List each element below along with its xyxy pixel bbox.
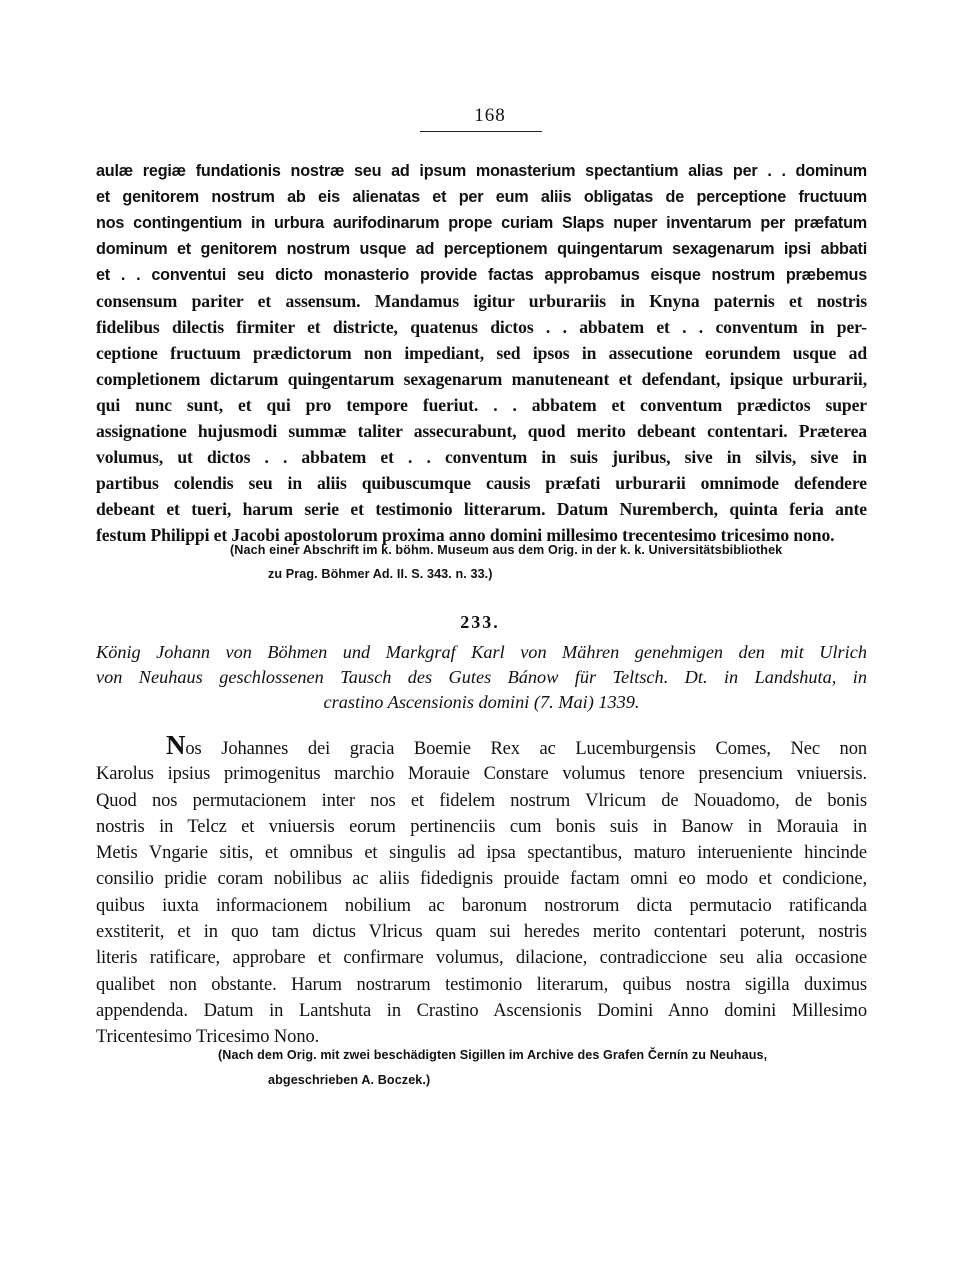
text-line: Karolus ipsius primogenitus marchio Morauie Constare volumus tenore presencium vniuersis. [96,764,867,785]
charter-text-paragraph [96,158,867,548]
source-note-line: abgeschrieben A. Boczek.) [268,1073,431,1087]
text-line-first [96,730,867,761]
drop-cap: N [166,730,186,760]
text-line: nos contingentium in urbura aurifodinarum prope curiam Slaps nuper inventarum per præfatum [96,214,867,232]
text-line: literis ratificare, approbare et confirmare volumus, dilacione, contradiccione seu alia occasione [96,948,867,969]
regest-heading [96,640,867,715]
source-note-line: zu Prag. Böhmer Ad. II. S. 343. n. 33.) [268,567,493,581]
text-line: aulæ regiæ fundationis nostræ seu ad ipsum monasterium spectantium alias per . . dominum [96,162,867,180]
text-line: quibus iuxta informacionem nobilium ac baronum nostrorum dicta permutacio ratificanda [96,895,867,916]
text-line: festum Philippi et Jacobi apostolorum proxima anno domini millesimo trecentesimo tricesimo nono. [96,525,835,545]
text-line: consilio pridie coram nobilibus ac aliis fidedignis prouide factam omni eo modo et condicione, [96,869,867,890]
text-line: et . . conventui seu dicto monasterio provide factas approbamus eisque nostrum præbemus [96,266,867,284]
heading-line: von Neuhaus geschlossenen Tausch des Gutes Bánow für Teltsch. Dt. in Landshuta, in [96,667,867,687]
text-line: consensum pariter et assensum. Mandamus igitur urburariis in Knyna paternis et nostris [96,291,867,311]
text-line: debeant et tueri, harum serie et testimonio litterarum. Datum Nuremberch, quinta feria ante [96,499,867,519]
source-note [230,538,870,586]
heading-line: crastino Ascensionis domini (7. Mai) 1339. [323,692,640,712]
page-number-rule [420,131,542,132]
text-line: qui nunc sunt, et qui pro tempore fueriut. . . abbatem et conventum prædictos super [96,395,867,415]
text-line: fidelibus dilectis firmiter et districte, quatenus dictos . . abbatem et . . conventum in per- [96,317,867,337]
text-line: volumus, ut dictos . . abbatem et . . conventum in suis juribus, sive in silvis, sive in [96,447,867,467]
text-line: Metis Vngarie sitis, et omnibus et singulis ad ipsa spectantibus, maturo interueniente hincinde [96,843,867,864]
text-line: et genitorem nostrum ab eis alienatas et per eum aliis obligatas de perceptione fructuum [96,188,867,206]
document-number: 233. [460,612,500,632]
first-line-text: os Johannes dei gracia Boemie Rex ac Lucemburgensis Comes, Nec non [185,739,867,759]
text-line: qualibet non obstante. Harum nostrarum testimonio literarum, quibus nostra sigilla duximus [96,974,867,995]
text-line: Quod nos permutacionem inter nos et fidelem nostrum Vlricum de Nouadomo, de bonis [96,790,867,811]
heading-line: König Johann von Böhmen und Markgraf Karl von Mähren genehmigen den mit Ulrich [96,642,867,662]
source-note [218,1043,868,1093]
source-note-line: (Nach einer Abschrift im k. böhm. Museum aus dem Orig. in der k. k. Universitätsbibliothek [230,543,783,557]
text-line: Tricentesimo Tricesimo Nono. [96,1027,320,1048]
charter-text-paragraph [96,730,867,1051]
text-line: dominum et genitorem nostrum usque ad perceptionem quingentarum sexagenarum ipsi abbati [96,240,867,258]
text-line: assignatione hujusmodi summæ taliter assecurabunt, quod merito debeant contentari. Præterea [96,421,867,441]
text-line: completionem dictarum quingentarum sexagenarum manuteneant et defendant, ipsique urburarii, [96,369,867,389]
text-line: ceptione fructuum prædictorum non impediant, sed ipsos in assecutione eorundem usque ad [96,343,867,363]
page-number: 168 [474,105,506,126]
text-line: appendenda. Datum in Lantshuta in Crastino Ascensionis Domini Anno domini Millesimo [96,1000,867,1021]
text-line: exstiterit, et in quo tam dictus Vlricus quam sui heredes merito contentari poterunt, nostris [96,922,867,943]
text-line: partibus colendis seu in aliis quibuscumque causis præfati urburarii omnimode defendere [96,473,867,493]
source-note-line: (Nach dem Orig. mit zwei beschädigten Sigillen im Archive des Grafen Černín zu Neuhaus, [218,1048,768,1062]
text-line: nostris in Telcz et vniuersis eorum pertinenciis cum bonis suis in Banow in Morauia in [96,816,867,837]
